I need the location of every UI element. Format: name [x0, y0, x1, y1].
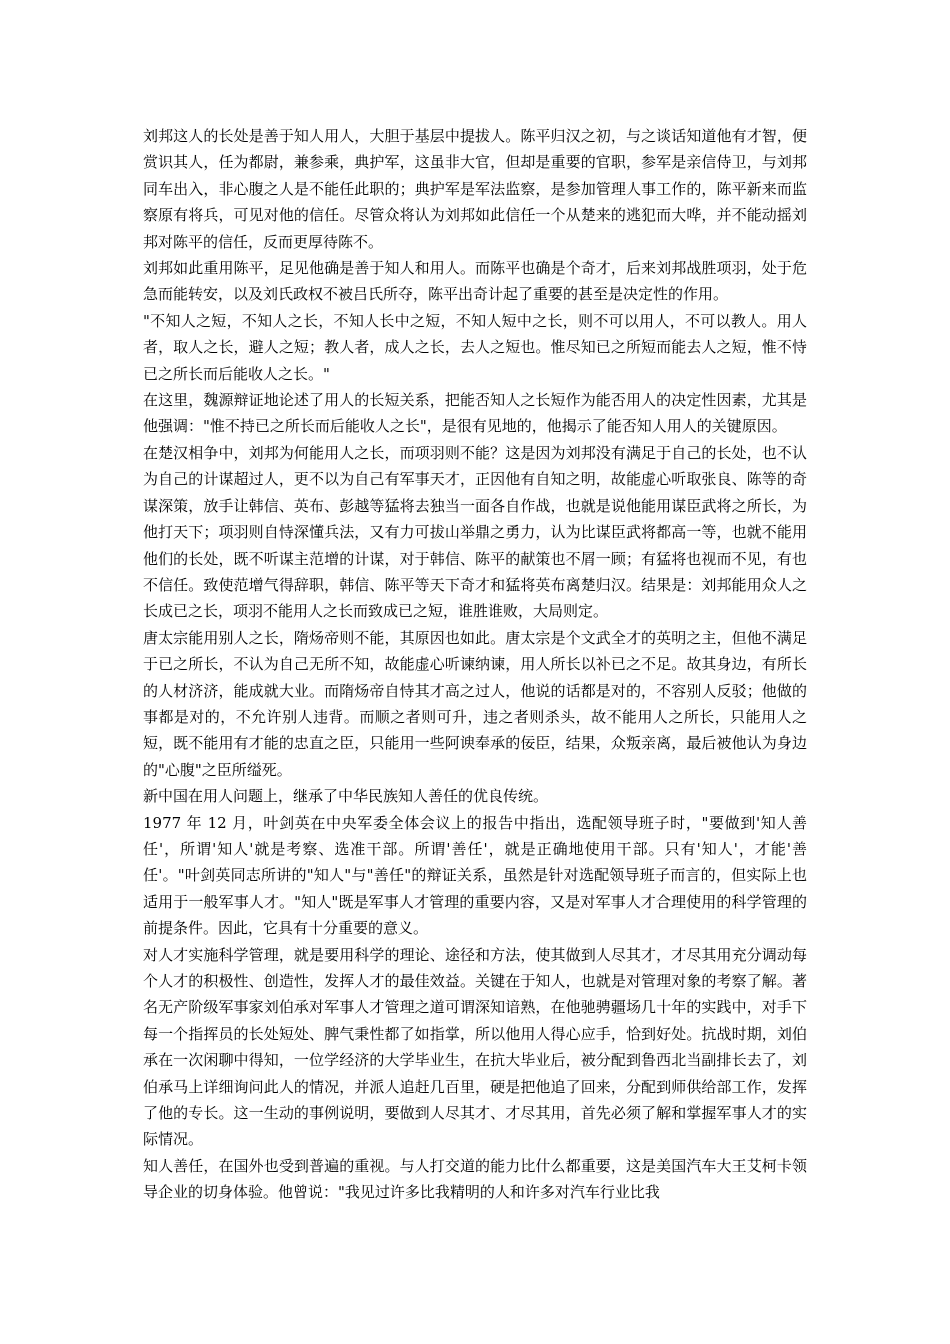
paragraph-iacocca: 知人善任，在国外也受到普遍的重视。与人打交道的能力比什么都重要，这是美国汽车大王艾柯卡领导企业的切身体验。他曾说："我见过许多比我精明的人和许多对汽车行业比我 [143, 1156, 807, 1202]
paragraph-chen-ping-role: 刘邦如此重用陈平，足见他确是善于知人和用人。而陈平也确是个奇才，后来刘邦战胜项羽，处于危急而能转安，以及刘氏政权不被吕氏所夺，陈平出奇计起了重要的甚至是决定性的作用。 [143, 259, 807, 304]
paragraph-wei-yuan: 在这里，魏源辩证地论述了用人的长短关系，把能否知人之长短作为能否用人的决定性因素，尤其是他强调："惟不持已之所长而后能收人之长"，是很有见地的，他揭示了能否知人用人的关键原因。 [143, 391, 807, 436]
paragraph-chu-han: 在楚汉相争中，刘邦为何能用人之长，而项羽则不能？这是因为刘邦没有满足于自己的长处，也不认为自己的计谋超过人，更不以为自己有军事天才，正因他有自知之明，故能虚心听取张良、陈等的奇谋深策，放手让韩信、英布、彭越等猛将去独当一面各自作战，也就是说他能用谋臣武将之所长，为他打天下；项羽则自恃深懂兵法，又有力可拔山举鼎之勇力，认为比谋臣武将都高一等，也就不能用他们的长处，既不听谋主范增的计谋，对于韩信、陈平的献策也不屑一顾；有猛将也视而不见，有也不信任。致使范增气得辞职，韩信、陈平等天下奇才和猛将英布离楚归汉。结果是：刘邦能用众人之长成已之长，项羽不能用人之长而致成已之短，谁胜谁败，大局则定。 [143, 443, 807, 621]
paragraph-tang-sui: 唐太宗能用别人之长，隋炀帝则不能，其原因也如此。唐太宗是个文武全才的英明之主，但他不满足于已之所长，不认为自己无所不知，故能虚心听谏纳谏，用人所长以补已之不足。故其身边，有所长的人材济济，能成就大业。而隋炀帝自恃其才高之过人，他说的话都是对的，不容别人反驳；他做的事都是对的，不允许别人违背。而顺之者则可升，违之者则杀头，故不能用人之所长，只能用人之短，既不能用有才能的忠直之臣，只能用一些阿谀奉承的佞臣，结果，众叛亲离，最后被他认为身边的"心腹"之臣所缢死。 [143, 628, 807, 779]
paragraph-ye-jianying: 1977 年 12 月，叶剑英在中央军委全体会议上的报告中指出，选配领导班子时，"要做到'知人善任'，所谓'知人'就是考察、选准干部。所谓'善任'，就是正确地使用干部。只有'知人'，才能'善任'。"叶剑英同志所讲的"知人"与"善任"的辩证关系，虽然是针对选配领导班子而言的，但实际上也适用于一般军事人才。"知人"既是军事人才管理的重要内容，又是对军事人才合理使用的科学管理的前提条件。因此，它具有十分重要的意义。 [143, 813, 807, 938]
paragraph-quote-strengths: "不知人之短，不知人之长，不知人长中之短，不知人短中之长，则不可以用人，不可以教人。用人者，取人之长，避人之短；教人者，成人之长，去人之短也。惟尽知已之所短而能去人之短，惟不恃已之所长而后能收人之长。" [143, 311, 807, 383]
paragraph-liu-bocheng: 对人才实施科学管理，就是要用科学的理论、途径和方法，使其做到人尽其才，才尽其用充分调动每个人才的积极性、创造性，发挥人才的最佳效益。关键在于知人，也就是对管理对象的考察了解。著名无产阶级军事家刘伯承对军事人才管理之道可谓深知谙熟，在他驰骋疆场几十年的实践中，对手下每一个指挥员的长处短处、脾气秉性都了如指掌，所以他用人得心应手，恰到好处。抗战时期，刘伯承在一次闲聊中得知，一位学经济的大学毕业生，在抗大毕业后，被分配到鲁西北当副排长去了，刘伯承马上详细询问此人的情况，并派人追赶几百里，硬是把他追了回来，分配到师供给部工作，发挥了他的专长。这一生动的事例说明，要做到人尽其才、才尽其用，首先必须了解和掌握军事人才的实际情况。 [143, 945, 807, 1149]
document-page [143, 123, 807, 1206]
paragraph-new-china: 新中国在用人问题上，继承了中华民族知人善任的优良传统。 [143, 787, 549, 806]
paragraph-liu-bang-talent: 刘邦这人的长处是善于知人用人，大胆于基层中提拔人。陈平归汉之初，与之谈话知道他有才智，便赏识其人，任为都尉，兼参乘，典护军，这虽非大官，但却是重要的官职，参军是亲信侍卫，与刘邦同车出入，非心腹之人是不能任此职的；典护军是军法监察，是参加管理人事工作的，陈平新来而监察原有将兵，可见对他的信任。尽管众将认为刘邦如此信任一个从楚来的逃犯而大哗，并不能动摇刘邦对陈平的信任，反而更厚待陈不。 [143, 127, 807, 251]
